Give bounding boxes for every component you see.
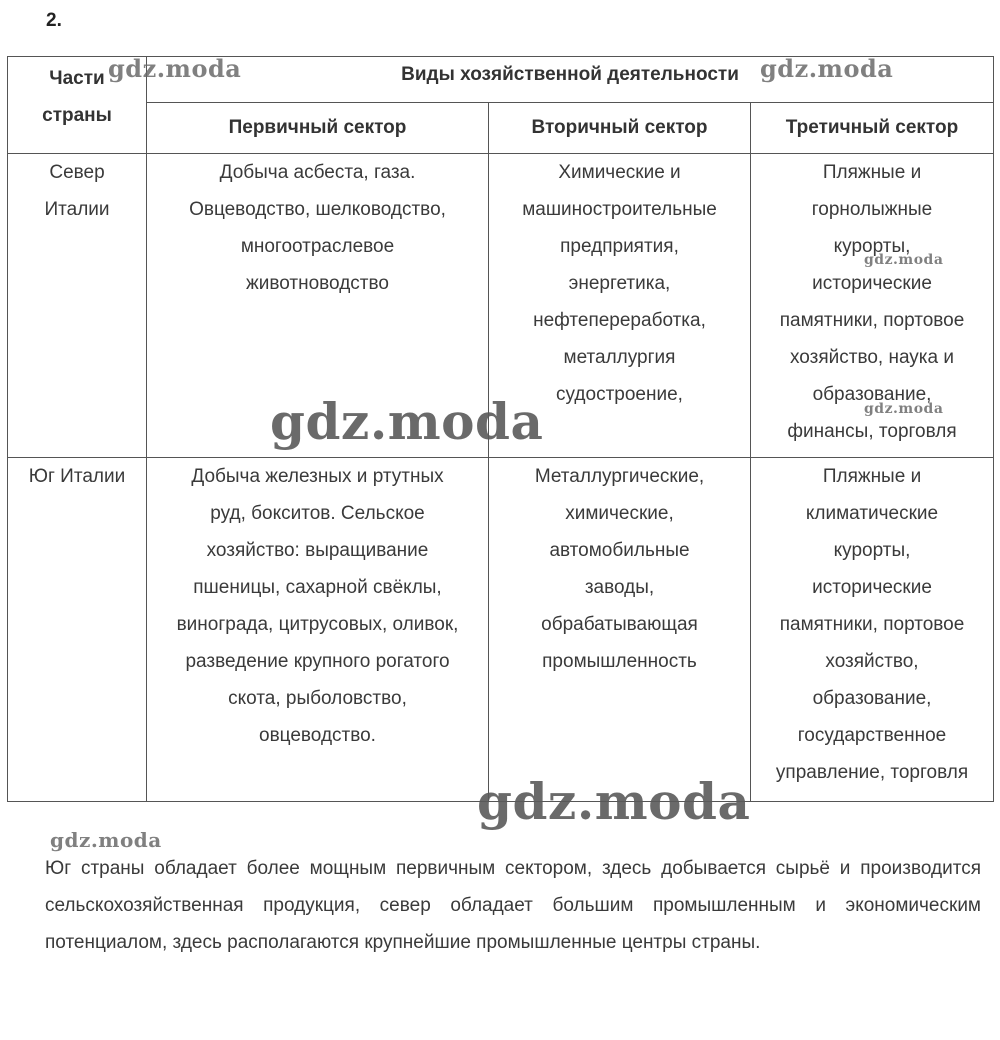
conclusion-paragraph: Юг страны обладает более мощным первичным сектором, здесь добывается сырьё и производится сельскохозяйственная продукция, север обладает большим промышленным и экономическим потенциалом, здесь располагаются крупнейшие промышленные центры страны. xyxy=(45,858,981,953)
watermark: gdz.moda xyxy=(477,772,751,831)
tertiary-sector-cell xyxy=(751,458,994,802)
header-parts-line: Части xyxy=(49,68,105,89)
economy-table xyxy=(7,56,994,802)
cell-line: памятники, портовое xyxy=(779,614,965,635)
cell-line: государственное xyxy=(797,725,947,746)
cell-line: Добыча асбеста, газа. xyxy=(219,162,416,183)
watermark: gdz.moda xyxy=(50,828,162,852)
cell-line: исторические xyxy=(812,577,932,598)
cell-line: хозяйство, xyxy=(825,651,919,672)
cell-line: овцеводство. xyxy=(259,725,376,746)
watermark: gdz.moda xyxy=(270,392,544,451)
cell-line: предприятия, xyxy=(560,236,679,257)
cell-line: разведение крупного рогатого xyxy=(185,651,450,672)
cell-line: Север xyxy=(49,162,105,183)
cell-line: Пляжные и xyxy=(822,162,922,183)
cell-line: многоотраслевое xyxy=(240,236,395,257)
cell-line: образование, xyxy=(812,688,932,709)
header-parts-line: страны xyxy=(42,105,112,126)
cell-line: винограда, цитрусовых, оливок, xyxy=(176,614,459,635)
cell-line: металлургия xyxy=(563,347,676,368)
cell-line: Химические и xyxy=(558,162,681,183)
header-parts-cell xyxy=(8,57,147,154)
cell-line: Пляжные и xyxy=(822,466,922,487)
cell-line: финансы, торговля xyxy=(787,421,957,442)
cell-line: управление, торговля xyxy=(775,762,969,783)
secondary-sector-cell xyxy=(489,458,751,802)
cell-line: хозяйство: выращивание xyxy=(206,540,429,561)
cell-line: горнолыжные xyxy=(811,199,933,220)
header-primary-sector: Первичный сектор xyxy=(147,103,489,154)
cell-line: Италии xyxy=(44,199,110,220)
cell-line: хозяйство, наука и xyxy=(790,347,954,368)
region-cell xyxy=(8,154,147,458)
region-cell xyxy=(8,458,147,802)
cell-line: обрабатывающая xyxy=(541,614,698,635)
watermark: gdz.moda xyxy=(864,252,944,268)
cell-line: судостроение, xyxy=(556,384,683,405)
cell-line: Добыча железных и ртутных xyxy=(191,466,444,487)
cell-line: промышленность xyxy=(542,651,697,672)
cell-line: энергетика, xyxy=(568,273,671,294)
cell-line: руд, бокситов. Сельское xyxy=(210,503,425,524)
task-number: 2. xyxy=(46,10,62,31)
cell-line: заводы, xyxy=(584,577,655,598)
cell-line: Овцеводство, шелководство, xyxy=(189,199,446,220)
header-secondary-sector: Вторичный сектор xyxy=(489,103,751,154)
cell-line: пшеницы, сахарной свёклы, xyxy=(193,577,442,598)
primary-sector-cell xyxy=(147,458,489,802)
header-activity-kinds: Виды хозяйственной деятельности xyxy=(147,57,994,103)
cell-line: Юг Италии xyxy=(28,466,126,487)
cell-line: скота, рыболовство, xyxy=(228,688,407,709)
cell-line: климатические xyxy=(805,503,939,524)
cell-line: химические, xyxy=(565,503,674,524)
tertiary-sector-cell xyxy=(751,154,994,458)
cell-line: исторические xyxy=(812,273,932,294)
secondary-sector-cell xyxy=(489,154,751,458)
watermark: gdz.moda xyxy=(760,54,894,83)
cell-line: машиностроительные xyxy=(522,199,717,220)
cell-line: курорты, xyxy=(833,236,911,257)
cell-line: образование, xyxy=(812,384,932,405)
table-row xyxy=(8,154,994,458)
cell-line: нефтепереработка, xyxy=(533,310,706,331)
table-row xyxy=(8,458,994,802)
cell-line: животноводство xyxy=(246,273,389,294)
cell-line: памятники, портовое xyxy=(779,310,965,331)
cell-line: Металлургические, xyxy=(534,466,705,487)
primary-sector-cell xyxy=(147,154,489,458)
cell-line: курорты, xyxy=(833,540,911,561)
watermark: gdz.moda xyxy=(108,54,242,83)
header-tertiary-sector: Третичный сектор xyxy=(751,103,994,154)
watermark: gdz.moda xyxy=(864,401,944,417)
cell-line: автомобильные xyxy=(549,540,690,561)
